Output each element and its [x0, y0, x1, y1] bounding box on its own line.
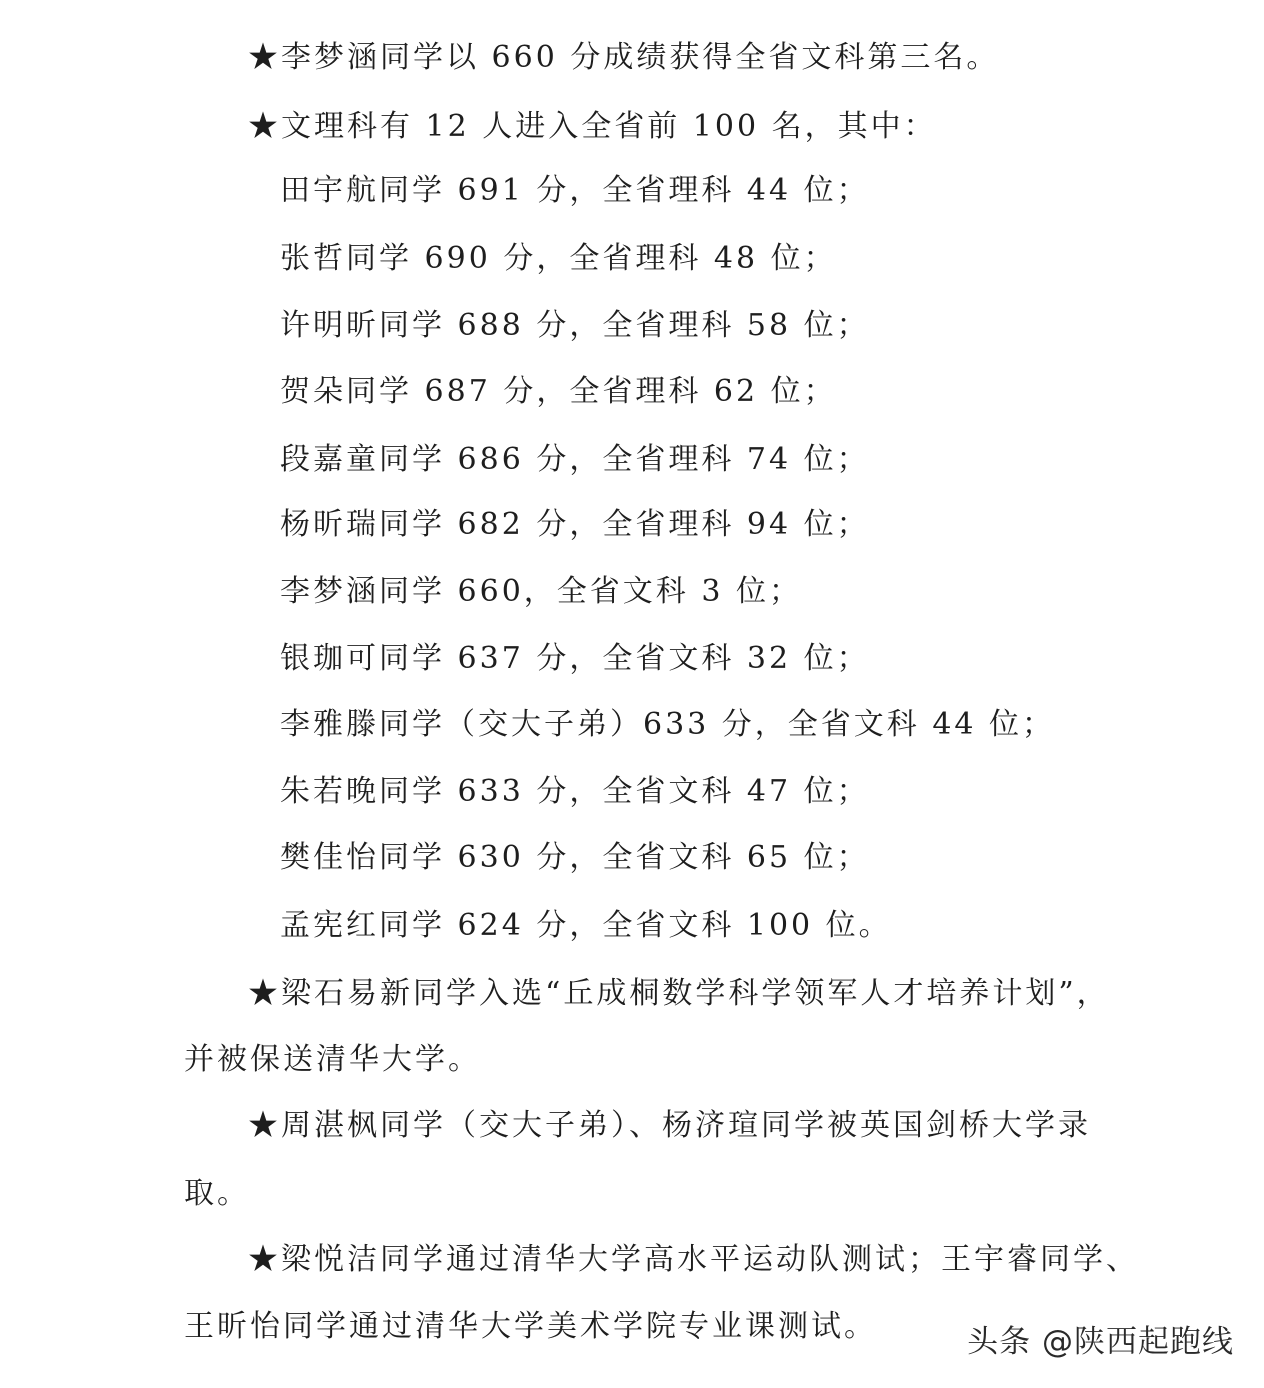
highlight-first-place: ★李梦涵同学以 660 分成绩获得全省文科第三名。: [248, 40, 1000, 75]
ranking-item: 段嘉童同学 686 分，全省理科 74 位；: [280, 442, 870, 477]
paragraph-cambridge-cont: 取。: [184, 1176, 250, 1211]
ranking-item: 樊佳怡同学 630 分，全省文科 65 位；: [280, 840, 870, 875]
ranking-item: 银珈可同学 637 分，全省文科 32 位；: [280, 641, 870, 676]
ranking-item: 李梦涵同学 660，全省文科 3 位；: [280, 574, 802, 609]
source-watermark: 头条 @陕西起跑线: [967, 1324, 1234, 1360]
ranking-item: 杨昕瑞同学 682 分，全省理科 94 位；: [280, 507, 870, 542]
ranking-item: 贺朵同学 687 分，全省理科 62 位；: [280, 374, 837, 409]
ranking-item: 朱若晚同学 633 分，全省文科 47 位；: [280, 774, 870, 809]
ranking-item: 田宇航同学 691 分，全省理科 44 位；: [280, 173, 870, 208]
ranking-item: 张哲同学 690 分，全省理科 48 位；: [280, 241, 837, 276]
ranking-item: 孟宪红同学 624 分，全省文科 100 位。: [280, 908, 892, 943]
ranking-item: 李雅滕同学（交大子弟）633 分，全省文科 44 位；: [280, 707, 1056, 742]
paragraph-tsinghua-tests-cont: 王昕怡同学通过清华大学美术学院专业课测试。: [184, 1309, 877, 1344]
paragraph-math-program: ★梁石易新同学入选“丘成桐数学科学领军人才培养计划”，: [248, 976, 1110, 1011]
paragraph-tsinghua-tests: ★梁悦洁同学通过清华大学高水平运动队测试；王宇睿同学、: [248, 1242, 1139, 1277]
paragraph-math-program-cont: 并被保送清华大学。: [184, 1042, 481, 1077]
ranking-item: 许明昕同学 688 分，全省理科 58 位；: [280, 308, 870, 343]
highlight-top100-intro: ★文理科有 12 人进入全省前 100 名，其中：: [248, 109, 937, 144]
paragraph-cambridge: ★周湛枫同学（交大子弟）、杨济瑄同学被英国剑桥大学录: [248, 1108, 1091, 1143]
